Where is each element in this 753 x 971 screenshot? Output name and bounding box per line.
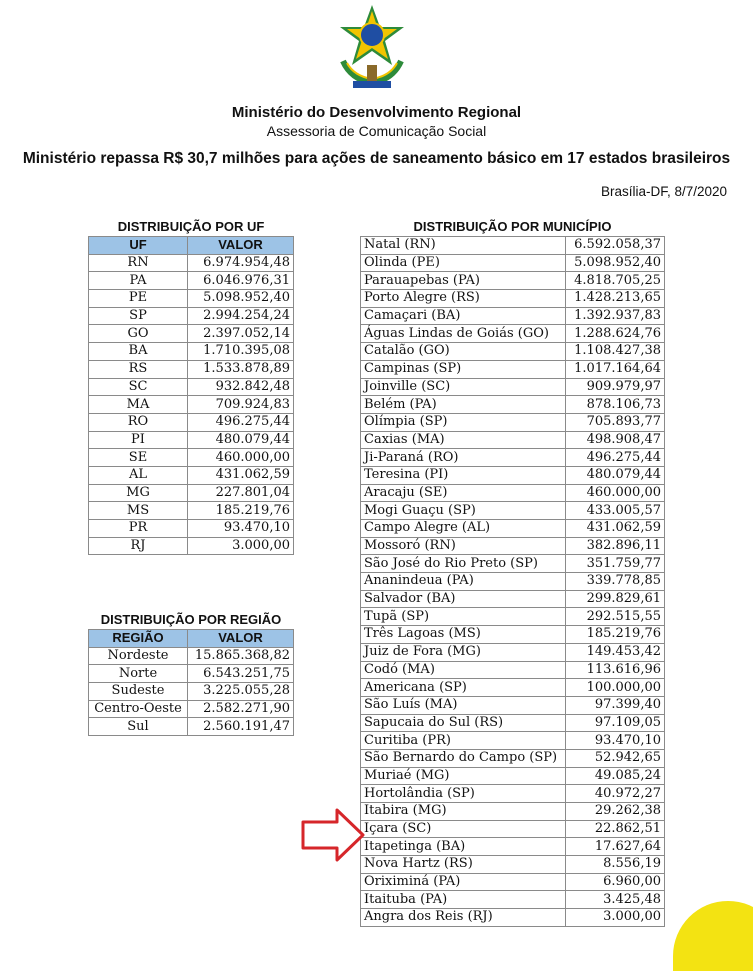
municipio-row xyxy=(361,838,665,856)
municipio-row-value: 149.453,42 xyxy=(566,643,665,661)
region-row-label: Centro-Oeste xyxy=(89,700,188,718)
municipio-row-label: Mogi Guaçu (SP) xyxy=(361,502,566,520)
uf-row-value: 3.000,00 xyxy=(188,537,294,555)
municipio-row xyxy=(361,502,665,520)
municipio-row-value: 431.062,59 xyxy=(566,520,665,538)
uf-row-value: 460.000,00 xyxy=(188,449,294,467)
uf-row xyxy=(89,396,294,414)
department-name: Assessoria de Comunicação Social xyxy=(266,123,487,139)
region-row xyxy=(89,718,294,736)
municipio-row-value: 8.556,19 xyxy=(566,856,665,874)
uf-row-value: 5.098.952,40 xyxy=(188,290,294,308)
municipio-row-value: 382.896,11 xyxy=(566,537,665,555)
municipio-row-label: Joinville (SC) xyxy=(361,378,566,396)
municipio-row xyxy=(361,520,665,538)
uf-row-label: BA xyxy=(89,343,188,361)
region-row-value: 15.865.368,82 xyxy=(188,647,294,665)
municipio-row-value: 1.288.624,76 xyxy=(566,325,665,343)
uf-row-label: RJ xyxy=(89,537,188,555)
uf-row-label: RN xyxy=(89,254,188,272)
municipio-row-label: Aracaju (SE) xyxy=(361,484,566,502)
red-arrow-icon xyxy=(301,808,365,862)
region-row-value: 2.560.191,47 xyxy=(188,718,294,736)
uf-row xyxy=(89,325,294,343)
municipio-row-label: Teresina (PI) xyxy=(361,466,566,484)
municipio-row xyxy=(361,714,665,732)
municipio-row-label: Angra dos Reis (RJ) xyxy=(361,909,566,927)
municipio-row xyxy=(361,307,665,325)
municipio-row-label: Caxias (MA) xyxy=(361,431,566,449)
uf-row xyxy=(89,307,294,325)
municipio-row-value: 339.778,85 xyxy=(566,573,665,591)
municipio-row-label: Nova Hartz (RS) xyxy=(361,856,566,874)
uf-row-label: RO xyxy=(89,413,188,431)
municipio-row-value: 100.000,00 xyxy=(566,679,665,697)
valor-header: VALOR xyxy=(188,237,294,255)
valor-header: VALOR xyxy=(188,630,294,648)
municipio-table-title: DISTRIBUIÇÃO POR MUNICÍPIO xyxy=(413,219,612,234)
region-row-label: Sul xyxy=(89,718,188,736)
uf-header: UF xyxy=(89,237,188,255)
municipio-row xyxy=(361,909,665,927)
uf-row-value: 93.470,10 xyxy=(188,520,294,538)
organization-name: Ministério do Desenvolvimento Regional xyxy=(231,104,522,121)
municipio-row-label: Parauapebas (PA) xyxy=(361,272,566,290)
municipio-row-label: Americana (SP) xyxy=(361,679,566,697)
municipio-row-label: Salvador (BA) xyxy=(361,590,566,608)
uf-row-label: GO xyxy=(89,325,188,343)
municipio-row xyxy=(361,785,665,803)
uf-row-label: SE xyxy=(89,449,188,467)
municipio-row-value: 3.425,48 xyxy=(566,891,665,909)
uf-row xyxy=(89,449,294,467)
coat-of-arms-logo xyxy=(331,3,413,95)
uf-row-value: 185.219,76 xyxy=(188,502,294,520)
municipio-row xyxy=(361,891,665,909)
uf-row-value: 932.842,48 xyxy=(188,378,294,396)
headline: Ministério repassa R$ 30,7 milhões para ações de saneamento básico em 17 estados brasileiros xyxy=(22,150,731,167)
municipio-row xyxy=(361,254,665,272)
municipio-row xyxy=(361,803,665,821)
uf-table xyxy=(88,236,294,555)
municipio-row-value: 460.000,00 xyxy=(566,484,665,502)
uf-row xyxy=(89,466,294,484)
municipio-row-label: Campo Alegre (AL) xyxy=(361,520,566,538)
municipio-row-value: 17.627,64 xyxy=(566,838,665,856)
uf-row-value: 1.710.395,08 xyxy=(188,343,294,361)
municipio-row-value: 22.862,51 xyxy=(566,820,665,838)
municipio-row-value: 292.515,55 xyxy=(566,608,665,626)
municipio-row-value: 113.616,96 xyxy=(566,661,665,679)
municipio-row xyxy=(361,626,665,644)
municipio-row-label: Águas Lindas de Goiás (GO) xyxy=(361,325,566,343)
uf-row-value: 227.801,04 xyxy=(188,484,294,502)
region-row xyxy=(89,700,294,718)
yellow-decoration xyxy=(673,901,753,971)
municipio-table-body xyxy=(361,237,665,927)
municipio-row-label: Muriaé (MG) xyxy=(361,767,566,785)
municipio-row xyxy=(361,449,665,467)
municipio-row-value: 5.098.952,40 xyxy=(566,254,665,272)
municipio-row-value: 49.085,24 xyxy=(566,767,665,785)
dateline: Brasília-DF, 8/7/2020 xyxy=(600,184,727,199)
municipio-row xyxy=(361,696,665,714)
uf-row-label: PI xyxy=(89,431,188,449)
municipio-row-value: 40.972,27 xyxy=(566,785,665,803)
municipio-row xyxy=(361,749,665,767)
municipio-row xyxy=(361,732,665,750)
municipio-row-value: 93.470,10 xyxy=(566,732,665,750)
municipio-row-value: 351.759,77 xyxy=(566,555,665,573)
uf-row xyxy=(89,290,294,308)
municipio-row xyxy=(361,573,665,591)
municipio-row-label: Campinas (SP) xyxy=(361,360,566,378)
municipio-row xyxy=(361,360,665,378)
region-table xyxy=(88,629,294,736)
uf-row xyxy=(89,431,294,449)
municipio-row-label: Três Lagoas (MS) xyxy=(361,626,566,644)
municipio-row xyxy=(361,290,665,308)
uf-row-label: PR xyxy=(89,520,188,538)
uf-row-label: PA xyxy=(89,272,188,290)
municipio-row xyxy=(361,767,665,785)
municipio-row xyxy=(361,820,665,838)
municipio-row-value: 6.960,00 xyxy=(566,873,665,891)
municipio-row-label: Ananindeua (PA) xyxy=(361,573,566,591)
municipio-row-value: 1.392.937,83 xyxy=(566,307,665,325)
municipio-row-value: 52.942,65 xyxy=(566,749,665,767)
uf-row-label: PE xyxy=(89,290,188,308)
uf-row xyxy=(89,537,294,555)
municipio-row xyxy=(361,661,665,679)
municipio-table xyxy=(360,236,665,927)
uf-table-title: DISTRIBUIÇÃO POR UF xyxy=(117,219,265,234)
municipio-row-label: Olinda (PE) xyxy=(361,254,566,272)
uf-row-value: 6.974.954,48 xyxy=(188,254,294,272)
municipio-row-label: Itapetinga (BA) xyxy=(361,838,566,856)
uf-row-label: AL xyxy=(89,466,188,484)
uf-table-body xyxy=(89,254,294,555)
municipio-row-label: São Bernardo do Campo (SP) xyxy=(361,749,566,767)
municipio-row-label: Hortolândia (SP) xyxy=(361,785,566,803)
uf-row-value: 480.079,44 xyxy=(188,431,294,449)
municipio-row-label: São José do Rio Preto (SP) xyxy=(361,555,566,573)
uf-row-label: SC xyxy=(89,378,188,396)
uf-row xyxy=(89,378,294,396)
municipio-row-label: Camaçari (BA) xyxy=(361,307,566,325)
region-row-label: Nordeste xyxy=(89,647,188,665)
municipio-row-label: Catalão (GO) xyxy=(361,343,566,361)
municipio-row-label: Ji-Paraná (RO) xyxy=(361,449,566,467)
municipio-row-value: 878.106,73 xyxy=(566,396,665,414)
region-row-label: Norte xyxy=(89,665,188,683)
municipio-row xyxy=(361,413,665,431)
municipio-row-label: Porto Alegre (RS) xyxy=(361,290,566,308)
municipio-row xyxy=(361,555,665,573)
municipio-row-label: Içara (SC) xyxy=(361,820,566,838)
region-row-value: 2.582.271,90 xyxy=(188,700,294,718)
municipio-row-label: Natal (RN) xyxy=(361,237,566,255)
municipio-row-value: 1.428.213,65 xyxy=(566,290,665,308)
uf-row-label: MG xyxy=(89,484,188,502)
uf-row-value: 496.275,44 xyxy=(188,413,294,431)
uf-row xyxy=(89,413,294,431)
municipio-row-value: 1.017.164,64 xyxy=(566,360,665,378)
municipio-row xyxy=(361,343,665,361)
region-table-title: DISTRIBUIÇÃO POR REGIÃO xyxy=(100,612,282,627)
uf-row xyxy=(89,360,294,378)
municipio-row xyxy=(361,643,665,661)
municipio-row xyxy=(361,325,665,343)
municipio-row-value: 3.000,00 xyxy=(566,909,665,927)
uf-row xyxy=(89,484,294,502)
municipio-row-value: 4.818.705,25 xyxy=(566,272,665,290)
municipio-row-label: São Luís (MA) xyxy=(361,696,566,714)
municipio-row-label: Itaituba (PA) xyxy=(361,891,566,909)
municipio-row-value: 97.109,05 xyxy=(566,714,665,732)
municipio-row xyxy=(361,679,665,697)
uf-row-label: RS xyxy=(89,360,188,378)
municipio-row-label: Tupã (SP) xyxy=(361,608,566,626)
uf-row xyxy=(89,343,294,361)
municipio-row xyxy=(361,466,665,484)
uf-row-value: 709.924,83 xyxy=(188,396,294,414)
regiao-header: REGIÃO xyxy=(89,630,188,648)
municipio-row xyxy=(361,378,665,396)
region-row-value: 3.225.055,28 xyxy=(188,683,294,701)
municipio-row-label: Olímpia (SP) xyxy=(361,413,566,431)
municipio-row-label: Itabira (MG) xyxy=(361,803,566,821)
municipio-row-value: 433.005,57 xyxy=(566,502,665,520)
uf-row xyxy=(89,520,294,538)
uf-row-value: 6.046.976,31 xyxy=(188,272,294,290)
municipio-row-label: Sapucaia do Sul (RS) xyxy=(361,714,566,732)
municipio-row xyxy=(361,272,665,290)
uf-row-value: 2.397.052,14 xyxy=(188,325,294,343)
municipio-row-value: 97.399,40 xyxy=(566,696,665,714)
uf-row-label: MS xyxy=(89,502,188,520)
municipio-row xyxy=(361,590,665,608)
municipio-row-value: 299.829,61 xyxy=(566,590,665,608)
uf-row-value: 1.533.878,89 xyxy=(188,360,294,378)
municipio-row-label: Belém (PA) xyxy=(361,396,566,414)
uf-row xyxy=(89,502,294,520)
region-row xyxy=(89,683,294,701)
municipio-row-label: Mossoró (RN) xyxy=(361,537,566,555)
municipio-row xyxy=(361,396,665,414)
municipio-row xyxy=(361,537,665,555)
uf-row-value: 431.062,59 xyxy=(188,466,294,484)
municipio-row-value: 29.262,38 xyxy=(566,803,665,821)
region-row xyxy=(89,665,294,683)
municipio-row-value: 6.592.058,37 xyxy=(566,237,665,255)
municipio-row-label: Oriximiná (PA) xyxy=(361,873,566,891)
municipio-row-value: 480.079,44 xyxy=(566,466,665,484)
municipio-row xyxy=(361,873,665,891)
uf-row xyxy=(89,272,294,290)
municipio-row-value: 498.908,47 xyxy=(566,431,665,449)
uf-row-label: MA xyxy=(89,396,188,414)
municipio-row xyxy=(361,237,665,255)
uf-row-label: SP xyxy=(89,307,188,325)
municipio-row-label: Curitiba (PR) xyxy=(361,732,566,750)
uf-row-value: 2.994.254,24 xyxy=(188,307,294,325)
municipio-row xyxy=(361,608,665,626)
municipio-row xyxy=(361,431,665,449)
region-row xyxy=(89,647,294,665)
municipio-row-value: 1.108.427,38 xyxy=(566,343,665,361)
region-row-label: Sudeste xyxy=(89,683,188,701)
municipio-row-value: 496.275,44 xyxy=(566,449,665,467)
municipio-row-label: Juiz de Fora (MG) xyxy=(361,643,566,661)
municipio-row-value: 185.219,76 xyxy=(566,626,665,644)
region-table-body xyxy=(89,647,294,735)
municipio-row-label: Codó (MA) xyxy=(361,661,566,679)
municipio-row-value: 909.979,97 xyxy=(566,378,665,396)
municipio-row xyxy=(361,856,665,874)
region-row-value: 6.543.251,75 xyxy=(188,665,294,683)
municipio-row-value: 705.893,77 xyxy=(566,413,665,431)
municipio-row xyxy=(361,484,665,502)
uf-row xyxy=(89,254,294,272)
